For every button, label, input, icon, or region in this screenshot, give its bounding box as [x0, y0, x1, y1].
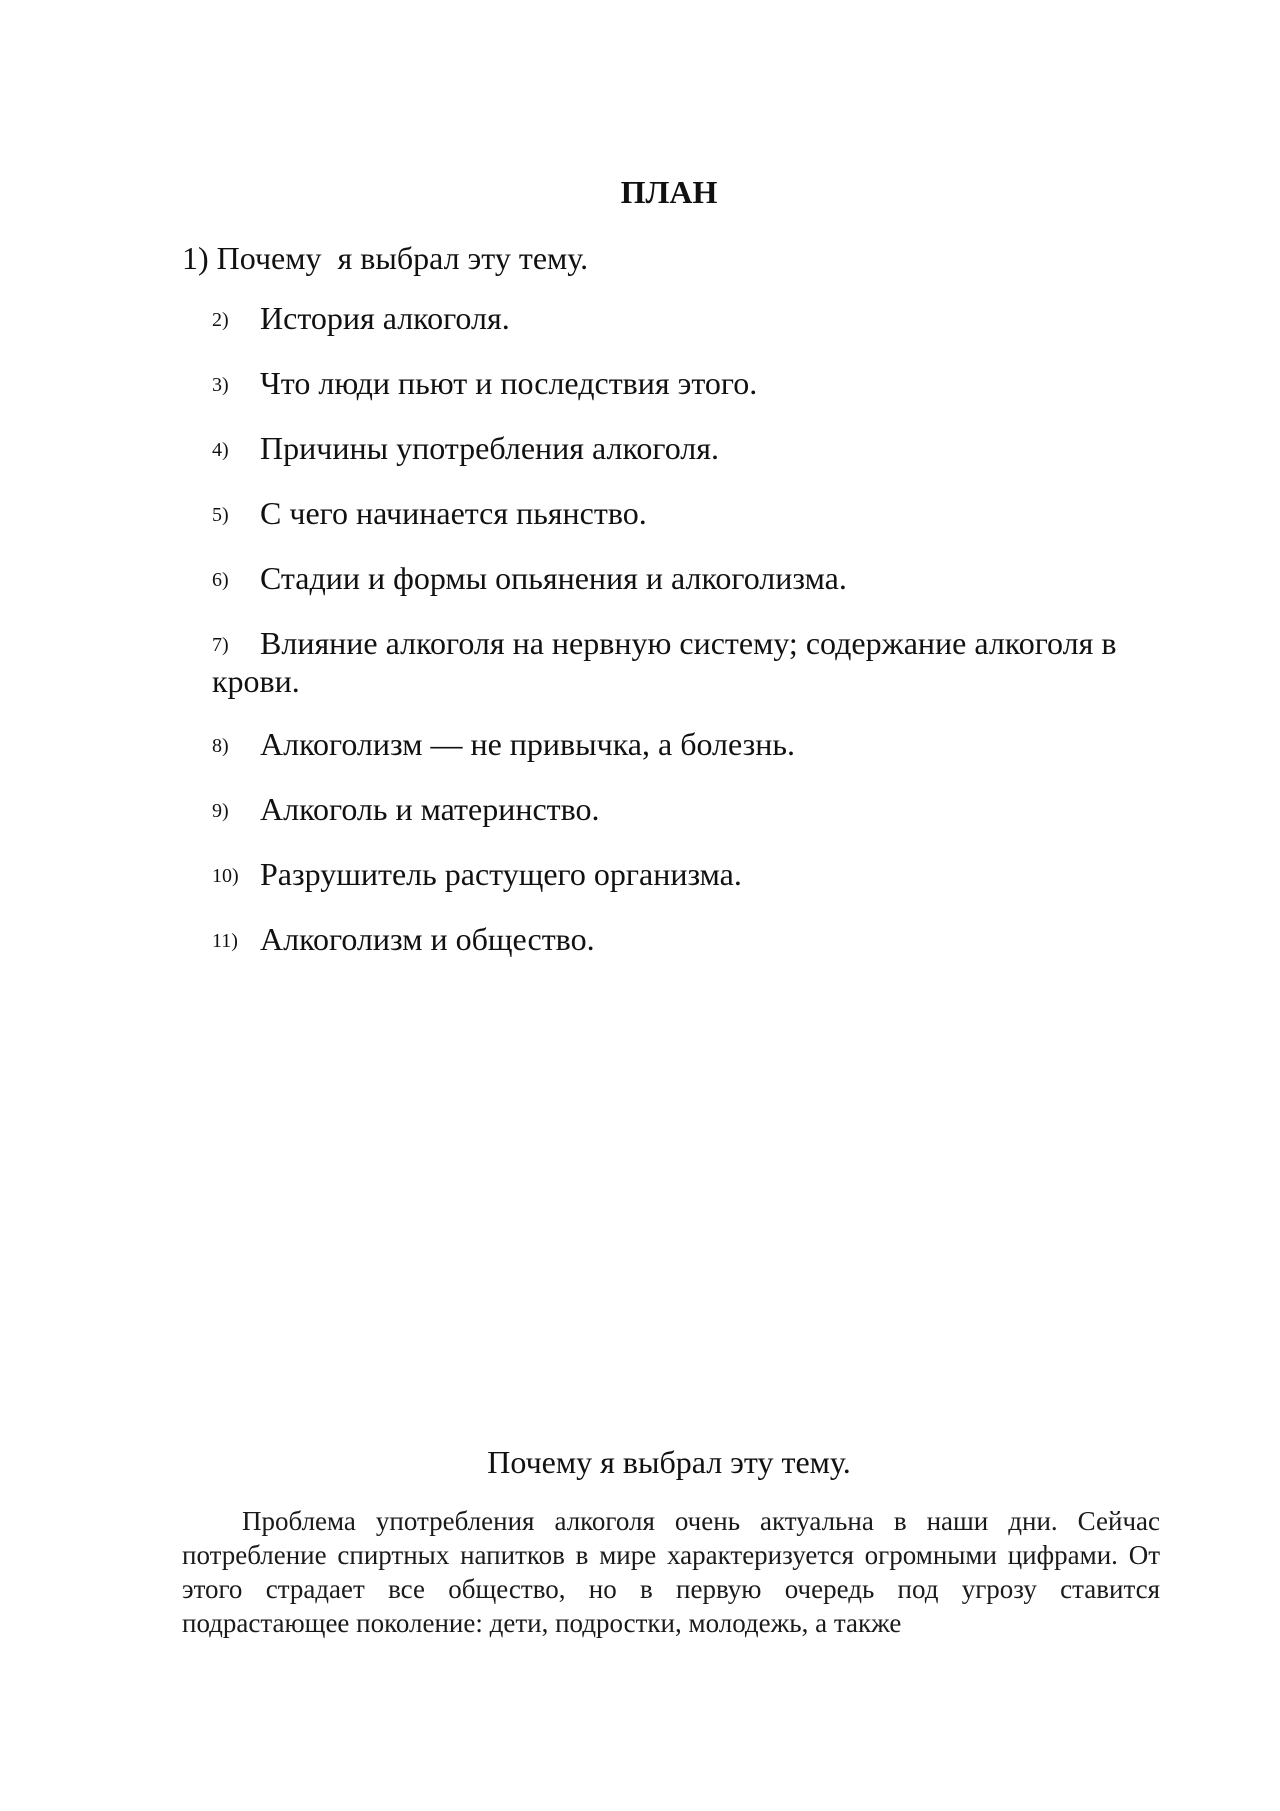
plan-item — [212, 625, 1160, 699]
plan-item-text: Разрушитель растущего организма. — [260, 856, 742, 892]
plan-item — [212, 921, 1160, 959]
plan-item — [212, 495, 1160, 533]
plan-item-text: С чего начинается пьянство. — [260, 495, 647, 531]
plan-item — [212, 560, 1160, 598]
plan-item-text: Что люди пьют и последствия этого. — [260, 365, 758, 401]
plan-item — [212, 300, 1160, 338]
plan-item — [212, 726, 1160, 764]
plan-item — [212, 856, 1160, 894]
plan-list — [212, 300, 1160, 986]
plan-item-text: Алкоголизм и общество. — [260, 921, 595, 957]
plan-item-number: 8) — [212, 735, 229, 757]
plan-item-text: Влияние алкоголя на нервную систему; содержание алкоголя в крови. — [212, 625, 1117, 699]
plan-item-number: 7) — [212, 634, 229, 656]
plan-item — [212, 430, 1160, 468]
plan-item-number: 6) — [212, 569, 229, 591]
plan-item-number: 11) — [212, 930, 238, 952]
plan-item-text: Стадии и формы опьянения и алкоголизма. — [260, 560, 847, 596]
plan-item-text: История алкоголя. — [260, 300, 510, 336]
section-title: Почему я выбрал эту тему. — [487, 1444, 851, 1480]
plan-item-number: 2) — [212, 309, 229, 331]
plan-item-text: Алкоголь и материнство. — [260, 791, 600, 827]
plan-item-number: 10) — [212, 865, 239, 887]
plan-item — [212, 365, 1160, 403]
plan-title: ПЛАН — [620, 174, 718, 210]
plan-item-number: 5) — [212, 504, 229, 526]
plan-item-number: 3) — [212, 374, 229, 396]
plan-item — [212, 791, 1160, 829]
body-paragraph: Проблема употребления алкоголя очень актуальна в наши дни. Сейчас потребление спиртных напитков в мире характеризуется огромными цифрами. От этого страдает все общество, но в первую очередь под угрозу ставится подрастающее поколение: дети, подростки, молодежь, а также — [182, 1506, 1160, 1638]
plan-item-number: 9) — [212, 800, 229, 822]
plan-item-text: Алкоголизм — не привычка, а болезнь. — [260, 726, 795, 762]
plan-item-number: 4) — [212, 439, 229, 461]
plan-item-text: Причины употребления алкоголя. — [260, 430, 719, 466]
plan-item-1: 1) Почему я выбрал эту тему. — [182, 240, 589, 276]
